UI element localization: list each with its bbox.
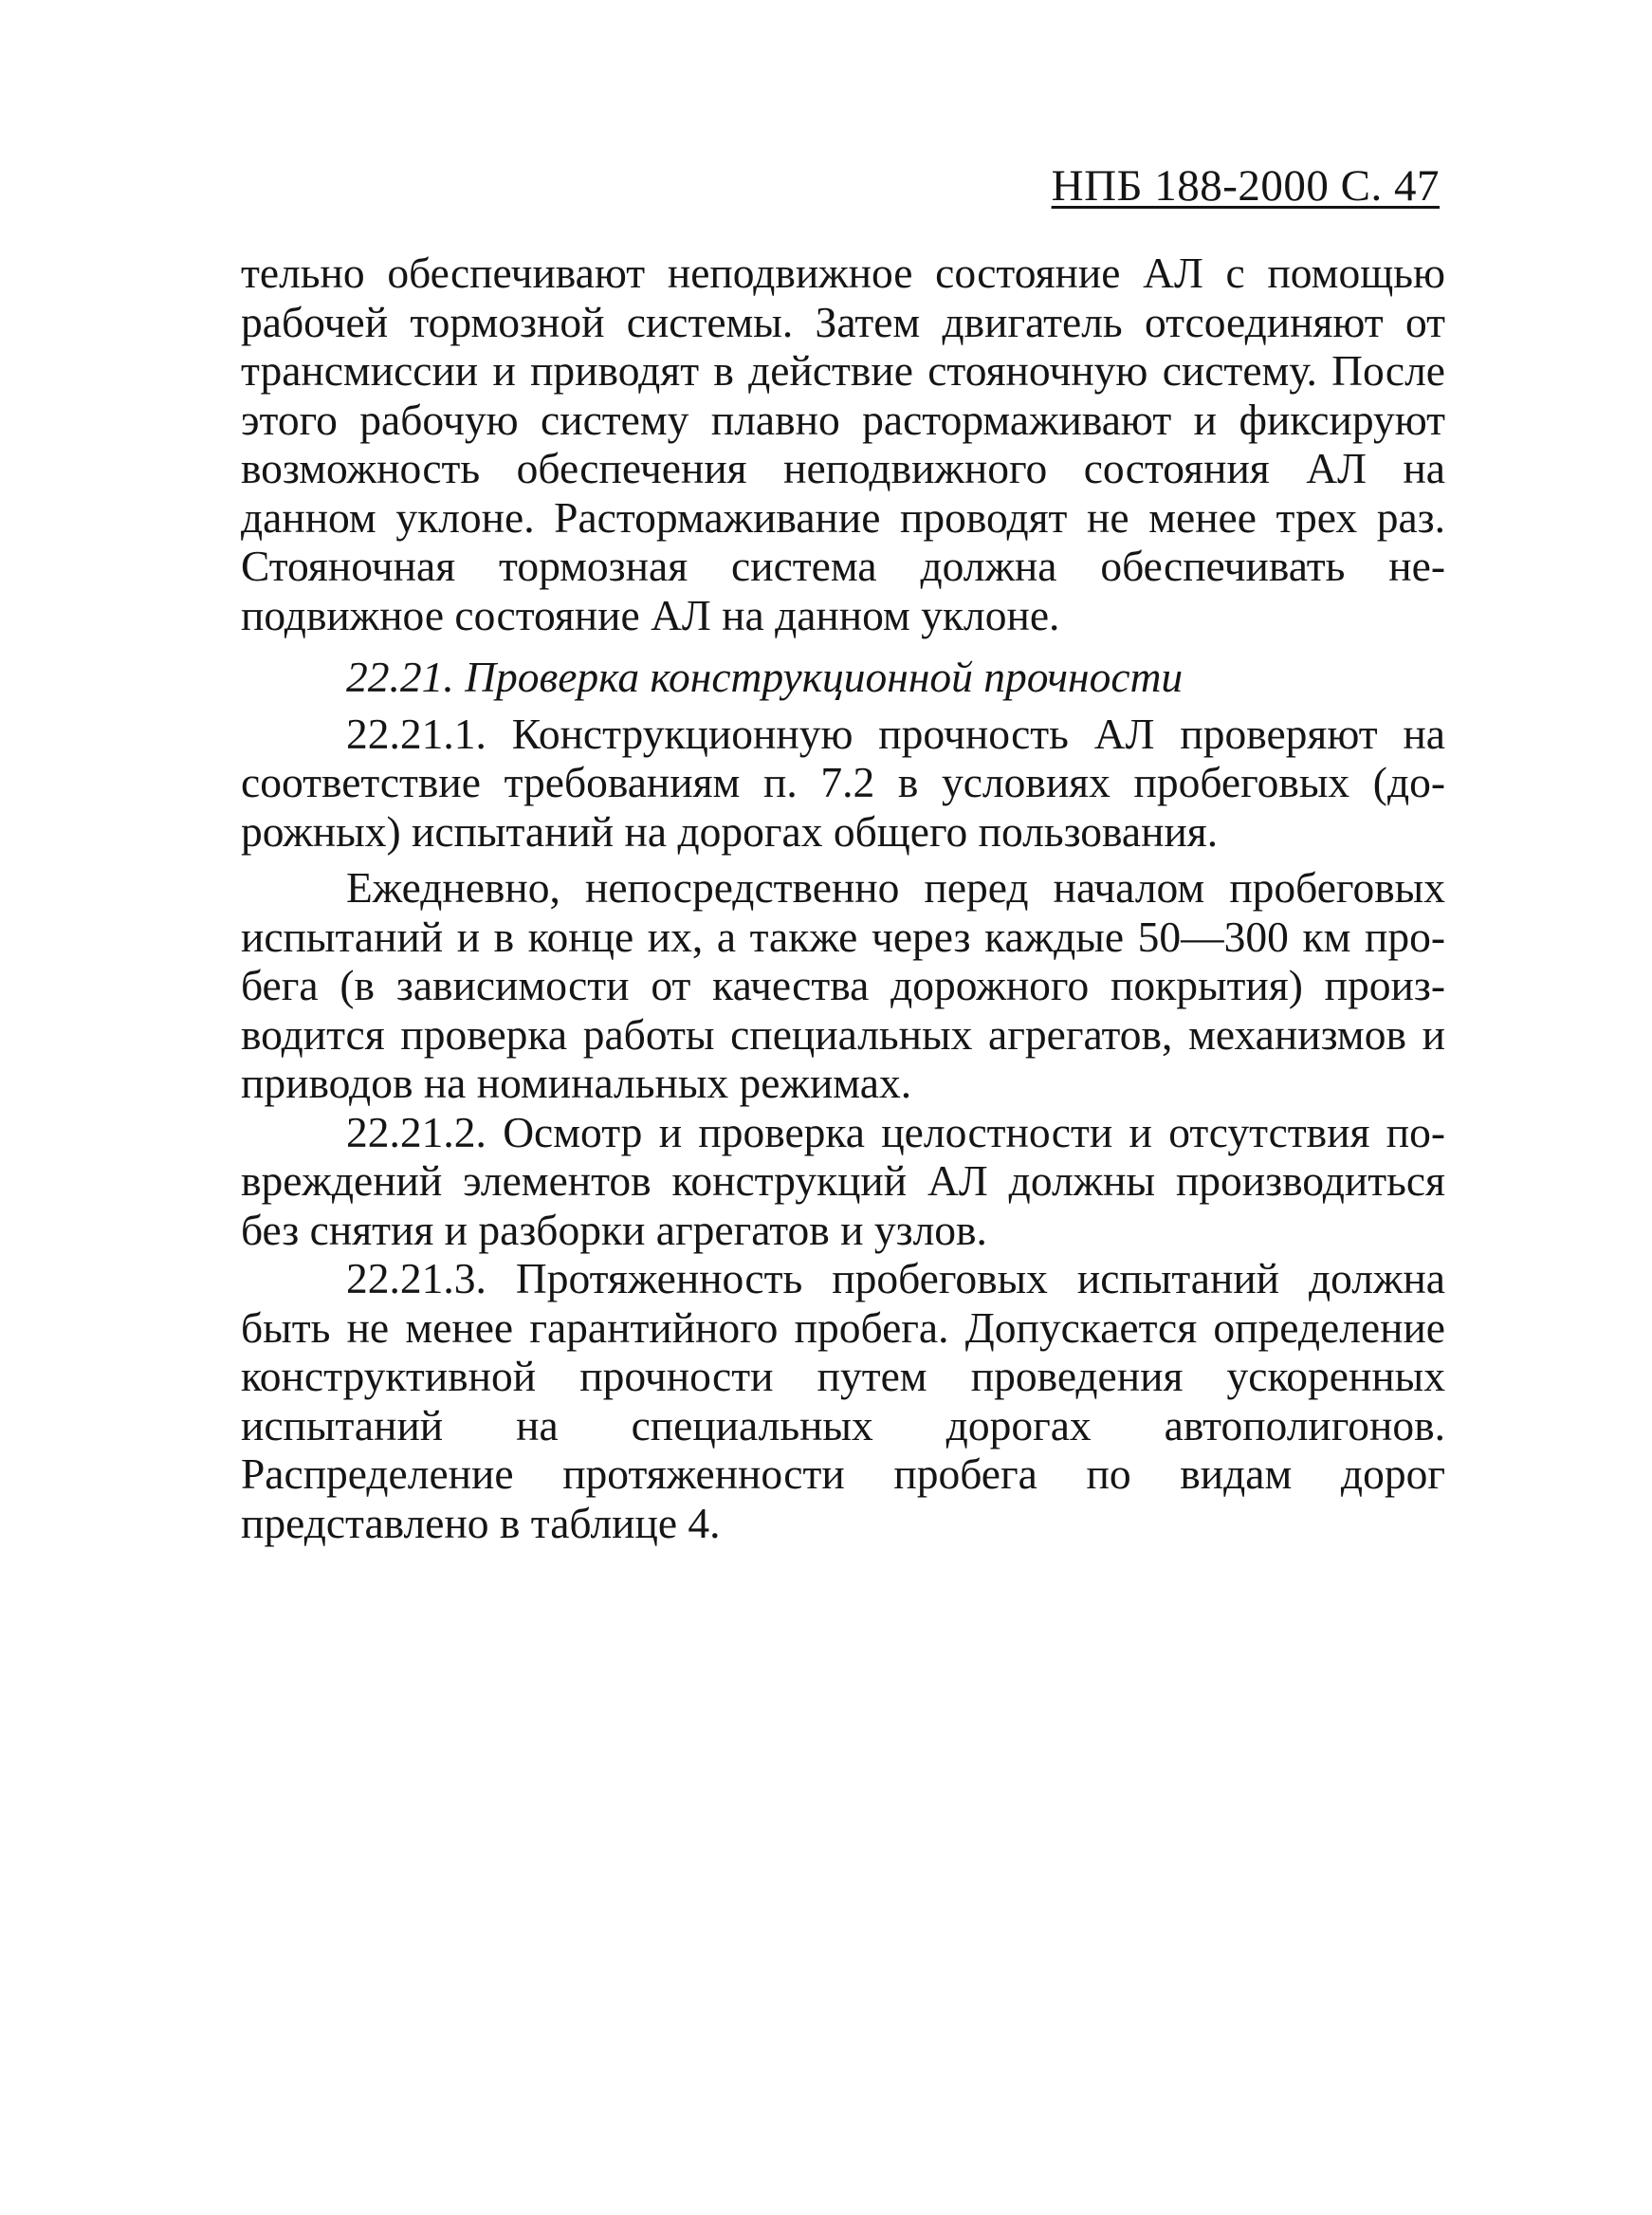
page-header-doc-ref: НПБ 188-2000 С. 47 xyxy=(1051,161,1440,211)
paragraph-continuation: тельно обеспечивают неподвижное состояние АЛ с помощью рабочей тормозной системы. Затем двигатель отсоединяют от трансмиссии и приводят в действие стояночную систему. После этого рабочую систему плавно растормаживают и фиксируют возможность обеспечения неподвижного состояния АЛ на данном уклоне. Растормаживание проводят не менее трех раз. Стояночная тормозная система должна обеспечивать неподвижное состояние АЛ на данном уклоне. xyxy=(241,249,1445,639)
section-heading-22-21: 22.21. Проверка конструкционной прочности xyxy=(346,653,1184,701)
paragraph-daily-check: Ежедневно, непосредственно перед началом пробеговых испытаний и в конце их, а также через каждые 50—300 км пробега (в зависимости от качества дорожного покрытия) производится проверка работы специальных агрегатов, механизмов и приводов на номинальных режимах. xyxy=(241,863,1445,1107)
paragraph-22-21-2: 22.21.2. Осмотр и проверка целостности и отсутствия повреждений элементов конструкций АЛ должны производиться без снятия и разборки агрегатов и узлов. xyxy=(241,1107,1445,1254)
paragraph-22-21-1: 22.21.1. Конструкционную прочность АЛ проверяют на соответствие требованиям п. 7.2 в условиях пробеговых (дорожных) испытаний на дорогах общего пользования. xyxy=(241,709,1445,856)
paragraph-22-21-3: 22.21.3. Протяженность пробеговых испытаний должна быть не менее гарантийного пробега. Допускается определение конструктивной прочности путем проведения ускоренных испытаний на специальных дорогах автополигонов. Распределение протяженности пробега по видам дорог представлено в таблице 4. xyxy=(241,1254,1445,1547)
page-body xyxy=(241,249,1445,1547)
